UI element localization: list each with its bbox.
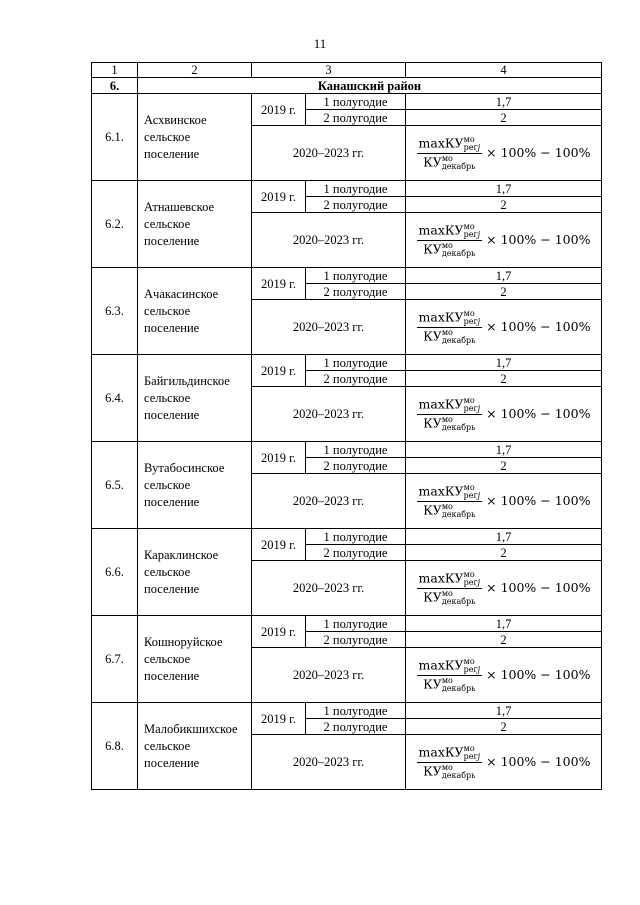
value-half-1: 1,7: [406, 442, 602, 458]
year-2019: 2019 г.: [252, 355, 306, 387]
row-number: 6.3.: [92, 268, 138, 355]
denominator-main: КУ: [423, 502, 442, 517]
value-half-1: 1,7: [406, 94, 602, 110]
formula-denominator: [421, 502, 477, 519]
year-2019: 2019 г.: [252, 181, 306, 213]
formula-fraction: [417, 745, 483, 780]
formula-numerator: [417, 223, 483, 241]
formula-cell: [406, 648, 602, 703]
numerator-supsub: [464, 484, 481, 500]
period-label: 2020–2023 гг.: [252, 561, 406, 616]
table-row: [92, 529, 602, 545]
header-row: [92, 63, 602, 78]
numerator-main: maxКУ: [418, 744, 464, 759]
formula-denominator: [421, 328, 477, 345]
value-half-2: 2: [406, 545, 602, 561]
denominator-sup: мо: [441, 414, 453, 424]
denominator-sup: мо: [441, 327, 453, 337]
denominator-supsub: [442, 329, 476, 345]
denominator-main: КУ: [423, 763, 442, 778]
value-half-1: 1,7: [406, 529, 602, 545]
denominator-sub: декабрь: [441, 161, 476, 171]
denominator-sub: декабрь: [441, 509, 476, 519]
numerator-index: j: [477, 403, 481, 413]
row-number: 6.4.: [92, 355, 138, 442]
denominator-supsub: [442, 764, 476, 780]
half-year-1: 1 полугодие: [306, 355, 406, 371]
numerator-supsub: [464, 658, 481, 674]
numerator-supsub: [464, 223, 481, 239]
value-half-2: 2: [406, 371, 602, 387]
formula: [417, 745, 591, 780]
value-half-1: 1,7: [406, 616, 602, 632]
denominator-sup: мо: [441, 501, 453, 511]
half-year-2: 2 полугодие: [306, 719, 406, 735]
settlement-name: Малобикшихское сельское поселение: [138, 703, 252, 790]
numerator-sup: мо: [463, 743, 475, 753]
formula-fraction: [417, 397, 483, 432]
value-half-2: 2: [406, 197, 602, 213]
formula-fraction: [417, 136, 483, 171]
row-number: 6.6.: [92, 529, 138, 616]
numerator-sup: мо: [463, 134, 475, 144]
half-year-1: 1 полугодие: [306, 703, 406, 719]
value-half-1: 1,7: [406, 703, 602, 719]
formula-cell: [406, 300, 602, 355]
header-col-1: 1: [92, 63, 138, 78]
formula: [417, 397, 591, 432]
settlement-name: Ачакасинское сельское поселение: [138, 268, 252, 355]
half-year-1: 1 полугодие: [306, 529, 406, 545]
period-label: 2020–2023 гг.: [252, 126, 406, 181]
half-year-1: 1 полугодие: [306, 94, 406, 110]
formula-cell: [406, 735, 602, 790]
denominator-sup: мо: [441, 153, 453, 163]
formula: [417, 136, 591, 171]
formula-rest: × 100% − 100%: [486, 580, 591, 595]
formula-rest: × 100% − 100%: [486, 406, 591, 421]
formula-rest: × 100% − 100%: [486, 145, 591, 160]
header-col-2: 2: [138, 63, 252, 78]
formula-rest: × 100% − 100%: [486, 754, 591, 769]
year-2019: 2019 г.: [252, 703, 306, 735]
formula-numerator: [417, 571, 483, 589]
formula-rest: × 100% − 100%: [486, 319, 591, 334]
numerator-index: j: [477, 664, 481, 674]
numerator-sub: рег: [463, 577, 478, 587]
year-2019: 2019 г.: [252, 616, 306, 648]
tariff-table: [91, 62, 602, 790]
formula-numerator: [417, 397, 483, 415]
formula-rest: × 100% − 100%: [486, 232, 591, 247]
denominator-sub: декабрь: [441, 248, 476, 258]
formula-denominator: [421, 241, 477, 258]
half-year-1: 1 полугодие: [306, 442, 406, 458]
denominator-supsub: [442, 242, 476, 258]
numerator-index: j: [477, 142, 481, 152]
formula-fraction: [417, 310, 483, 345]
formula-rest: × 100% − 100%: [486, 667, 591, 682]
value-half-2: 2: [406, 284, 602, 300]
region-row: [92, 78, 602, 94]
period-label: 2020–2023 гг.: [252, 474, 406, 529]
numerator-index: j: [477, 577, 481, 587]
half-year-2: 2 полугодие: [306, 371, 406, 387]
table-row: [92, 268, 602, 284]
value-half-1: 1,7: [406, 268, 602, 284]
formula-denominator: [421, 676, 477, 693]
table-row: [92, 616, 602, 632]
denominator-supsub: [442, 677, 476, 693]
numerator-sup: мо: [463, 569, 475, 579]
numerator-index: j: [477, 316, 481, 326]
numerator-sub: рег: [463, 142, 478, 152]
region-name: Канашский район: [138, 78, 602, 94]
settlement-name: Вутабосинское сельское поселение: [138, 442, 252, 529]
table-row: [92, 355, 602, 371]
numerator-index: j: [477, 490, 481, 500]
formula-fraction: [417, 571, 483, 606]
row-number: 6.7.: [92, 616, 138, 703]
denominator-main: КУ: [423, 328, 442, 343]
numerator-sup: мо: [463, 482, 475, 492]
denominator-sup: мо: [441, 588, 453, 598]
denominator-main: КУ: [423, 589, 442, 604]
formula-numerator: [417, 745, 483, 763]
denominator-sub: декабрь: [441, 422, 476, 432]
period-label: 2020–2023 гг.: [252, 735, 406, 790]
formula-numerator: [417, 484, 483, 502]
formula-numerator: [417, 136, 483, 154]
numerator-supsub: [464, 571, 481, 587]
value-half-2: 2: [406, 458, 602, 474]
header-col-4: 4: [406, 63, 602, 78]
denominator-sup: мо: [441, 762, 453, 772]
settlement-name: Асхвинское сельское поселение: [138, 94, 252, 181]
value-half-1: 1,7: [406, 181, 602, 197]
formula-denominator: [421, 154, 477, 171]
formula: [417, 658, 591, 693]
table-row: [92, 181, 602, 197]
row-number: 6.5.: [92, 442, 138, 529]
formula: [417, 223, 591, 258]
formula-fraction: [417, 223, 483, 258]
numerator-sub: рег: [463, 664, 478, 674]
denominator-supsub: [442, 590, 476, 606]
numerator-sup: мо: [463, 656, 475, 666]
denominator-main: КУ: [423, 154, 442, 169]
half-year-1: 1 полугодие: [306, 616, 406, 632]
numerator-sub: рег: [463, 751, 478, 761]
year-2019: 2019 г.: [252, 442, 306, 474]
denominator-main: КУ: [423, 241, 442, 256]
table-row: [92, 94, 602, 110]
half-year-2: 2 полугодие: [306, 545, 406, 561]
denominator-supsub: [442, 155, 476, 171]
denominator-sub: декабрь: [441, 683, 476, 693]
period-label: 2020–2023 гг.: [252, 213, 406, 268]
formula-cell: [406, 213, 602, 268]
numerator-sup: мо: [463, 308, 475, 318]
table-row: [92, 442, 602, 458]
formula-numerator: [417, 310, 483, 328]
settlement-name: Караклинское сельское поселение: [138, 529, 252, 616]
denominator-sub: декабрь: [441, 770, 476, 780]
denominator-main: КУ: [423, 676, 442, 691]
table-row: [92, 703, 602, 719]
formula-cell: [406, 561, 602, 616]
formula-cell: [406, 387, 602, 442]
numerator-main: maxКУ: [418, 396, 464, 411]
formula-numerator: [417, 658, 483, 676]
numerator-main: maxКУ: [418, 135, 464, 150]
formula: [417, 571, 591, 606]
half-year-2: 2 полугодие: [306, 110, 406, 126]
period-label: 2020–2023 гг.: [252, 300, 406, 355]
value-half-2: 2: [406, 719, 602, 735]
numerator-sup: мо: [463, 221, 475, 231]
half-year-2: 2 полугодие: [306, 632, 406, 648]
year-2019: 2019 г.: [252, 529, 306, 561]
region-number: 6.: [92, 78, 138, 94]
settlement-name: Кошноруйское сельское поселение: [138, 616, 252, 703]
numerator-main: maxКУ: [418, 570, 464, 585]
numerator-sub: рег: [463, 403, 478, 413]
denominator-sub: декабрь: [441, 596, 476, 606]
numerator-sub: рег: [463, 316, 478, 326]
numerator-index: j: [477, 229, 481, 239]
formula: [417, 484, 591, 519]
header-col-3: 3: [252, 63, 406, 78]
half-year-2: 2 полугодие: [306, 197, 406, 213]
denominator-supsub: [442, 503, 476, 519]
year-2019: 2019 г.: [252, 268, 306, 300]
formula-fraction: [417, 484, 483, 519]
row-number: 6.8.: [92, 703, 138, 790]
formula-denominator: [421, 415, 477, 432]
formula-denominator: [421, 589, 477, 606]
denominator-sup: мо: [441, 675, 453, 685]
denominator-main: КУ: [423, 415, 442, 430]
period-label: 2020–2023 гг.: [252, 648, 406, 703]
numerator-index: j: [477, 751, 481, 761]
numerator-sup: мо: [463, 395, 475, 405]
row-number: 6.1.: [92, 94, 138, 181]
numerator-supsub: [464, 745, 481, 761]
formula-cell: [406, 474, 602, 529]
formula: [417, 310, 591, 345]
half-year-2: 2 полугодие: [306, 458, 406, 474]
numerator-sub: рег: [463, 490, 478, 500]
denominator-supsub: [442, 416, 476, 432]
numerator-main: maxКУ: [418, 483, 464, 498]
numerator-main: maxКУ: [418, 657, 464, 672]
formula-denominator: [421, 763, 477, 780]
settlement-name: Атнашевское сельское поселение: [138, 181, 252, 268]
half-year-2: 2 полугодие: [306, 284, 406, 300]
denominator-sup: мо: [441, 240, 453, 250]
value-half-2: 2: [406, 110, 602, 126]
numerator-main: maxКУ: [418, 222, 464, 237]
numerator-supsub: [464, 397, 481, 413]
numerator-supsub: [464, 136, 481, 152]
period-label: 2020–2023 гг.: [252, 387, 406, 442]
numerator-supsub: [464, 310, 481, 326]
denominator-sub: декабрь: [441, 335, 476, 345]
numerator-main: maxКУ: [418, 309, 464, 324]
row-number: 6.2.: [92, 181, 138, 268]
formula-rest: × 100% − 100%: [486, 493, 591, 508]
numerator-sub: рег: [463, 229, 478, 239]
value-half-2: 2: [406, 632, 602, 648]
page-number: 11: [313, 36, 327, 51]
formula-cell: [406, 126, 602, 181]
settlement-name: Байгильдинское сельское поселение: [138, 355, 252, 442]
half-year-1: 1 полугодие: [306, 181, 406, 197]
formula-fraction: [417, 658, 483, 693]
value-half-1: 1,7: [406, 355, 602, 371]
half-year-1: 1 полугодие: [306, 268, 406, 284]
year-2019: 2019 г.: [252, 94, 306, 126]
